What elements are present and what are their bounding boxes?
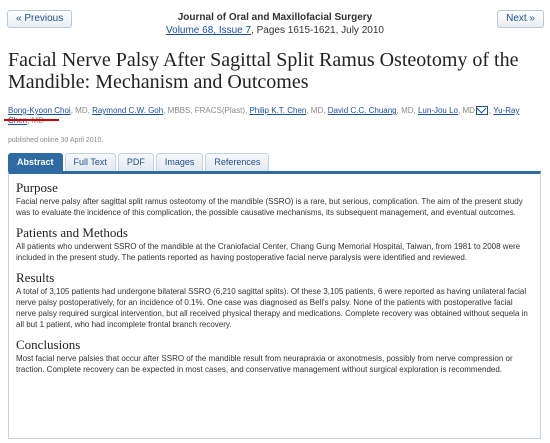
mail-icon[interactable] xyxy=(476,106,488,115)
author-link[interactable]: David C.C. Chuang xyxy=(327,106,397,115)
section-text: Facial nerve palsy after sagittal split ramus osteotomy of the mandible (SSRO) is a rare, but serious, complication. The aim of the present study was to evaluate the incidence of this complication, the possible causative mechanisms, its subsequent management, and eventual outcomes. xyxy=(16,197,523,217)
top-navigation xyxy=(0,0,550,40)
published-date: published online 30 April 2010. xyxy=(8,137,104,144)
author-credentials: , MD xyxy=(458,106,475,115)
tab-images[interactable]: Images xyxy=(156,153,204,171)
article-title: Facial Nerve Palsy After Sagittal Split Ramus Osteotomy of the Mandible: Mechanism and Outcomes xyxy=(8,49,519,93)
abstract-panel xyxy=(8,171,541,439)
author-credentials: , MD, xyxy=(306,106,328,115)
tab-abstract[interactable]: Abstract xyxy=(8,153,63,171)
author-link[interactable]: Philip K.T. Chen xyxy=(249,106,307,115)
author-link[interactable]: Raymond C.W. Goh xyxy=(92,106,164,115)
abstract-section-purpose xyxy=(16,180,533,218)
author-credentials: , MD, xyxy=(70,106,93,115)
author-credentials: , MD, xyxy=(396,106,418,115)
section-heading: Conclusions xyxy=(16,337,81,352)
next-article-button[interactable]: Next » xyxy=(497,10,544,28)
section-text: Most facial nerve palsies that occur after SSRO of the mandible result from neurapraxia or axonotmesis, possibly from nerve compression or traction. Complete recovery can be expected in most cases, and conservative management without surgical exploration is recommended. xyxy=(16,354,513,374)
author-credentials: , MBBS, FRACS(Plast), xyxy=(163,106,250,115)
author-link[interactable]: Bong-Kyoon Choi xyxy=(8,106,71,115)
journal-citation xyxy=(0,11,550,37)
journal-name: Journal of Oral and Maxillofacial Surgery xyxy=(177,12,373,23)
tab-references[interactable]: References xyxy=(205,153,269,171)
author-link[interactable]: Lun-Jou Lo xyxy=(417,106,458,115)
author-list: Bong-Kyoon Choi, MD, Raymond C.W. Goh, MBBS, FRACS(Plast), Philip K.T. Chen, MD, David C.C. Chuang, MD, Lun-Jou Lo, MD , Yu-Ray xyxy=(8,106,533,126)
section-heading: Results xyxy=(16,270,55,285)
abstract-section-conclusions xyxy=(16,337,533,375)
volume-issue-link[interactable]: Volume 68, Issue 7 xyxy=(166,25,252,36)
section-text: A total of 3,105 patients had undergone bilateral SSRO (6,210 sagittal splits). Of these 3,105 patients, 6 were reported as having unilateral facial nerve palsy postoperatively, for an incidence of 0.1%. One case was diagnosed as Bell's palsy. None of the patients with postoperative facial nerve palsy required surgical intervention, but all received physical therapy and medications. Complete recovery was obtained without sequela in all but 1 patient, who had incomplete frontal branch recovery. xyxy=(16,287,528,329)
section-text: All patients who underwent SSRO of the mandible at the Craniofacial Center, Chang Gung Memorial Hospital, Taiwan, from 1981 to 2008 were included in the present study. The patients reported as having postoperative facial nerve paralysis were identified and reviewed. xyxy=(16,242,521,262)
article-tabs xyxy=(8,153,271,171)
previous-article-button[interactable]: « Previous xyxy=(7,10,72,28)
abstract-section-results xyxy=(16,270,533,330)
tab-pdf[interactable]: PDF xyxy=(118,153,154,171)
abstract-section-patients-methods xyxy=(16,225,533,263)
red-underline-annotation xyxy=(4,119,59,121)
section-heading: Patients and Methods xyxy=(16,225,128,240)
tab-full-text[interactable]: Full Text xyxy=(65,153,116,171)
author-link[interactable]: Yu-Ray xyxy=(493,106,520,115)
section-heading: Purpose xyxy=(16,180,58,195)
pages-date: , Pages 1615-1621, July 2010 xyxy=(251,25,384,36)
